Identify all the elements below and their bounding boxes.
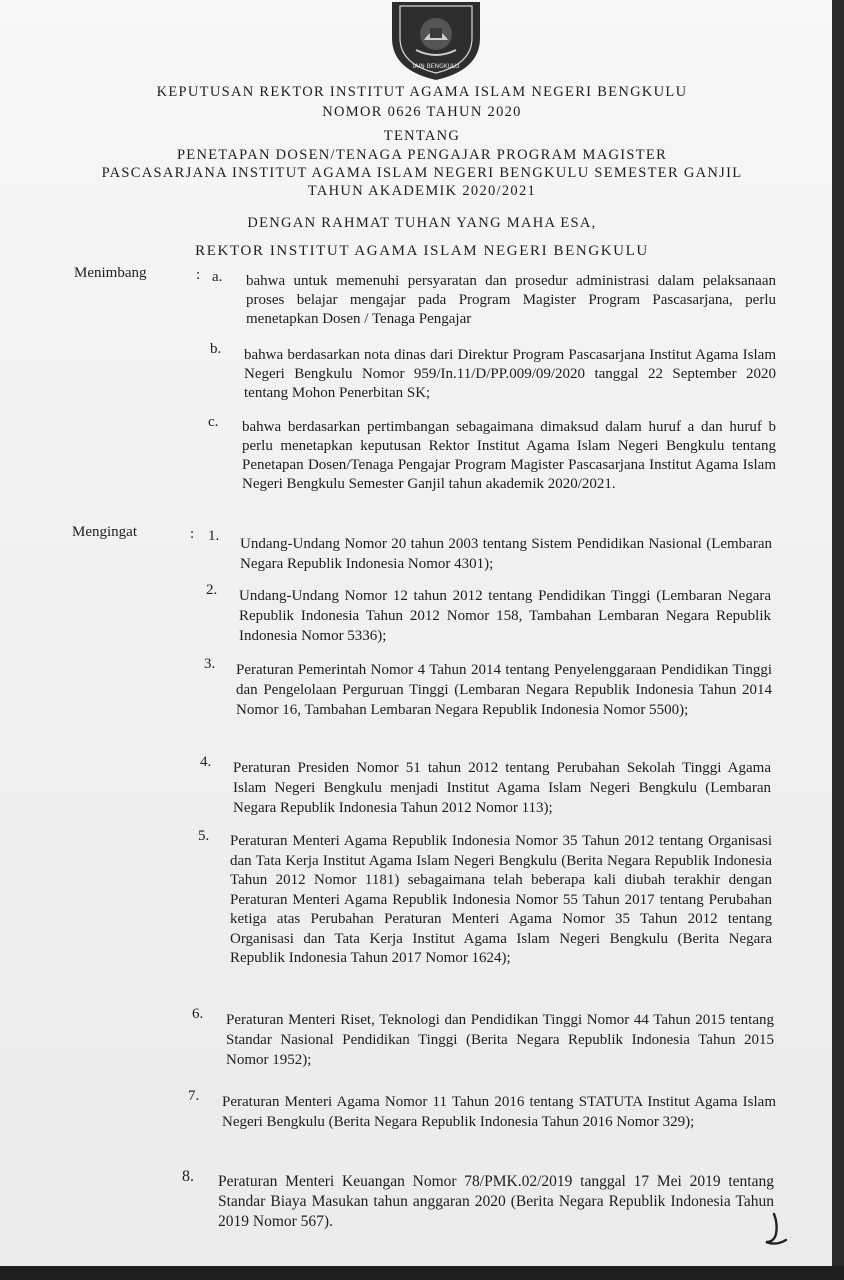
decree-subject-line2: PASCASARJANA INSTITUT AGAMA ISLAM NEGERI BENGKULU SEMESTER GANJIL <box>101 165 743 181</box>
menimbang-mark-c: c. <box>208 414 219 430</box>
rector-line: REKTOR INSTITUT AGAMA ISLAM NEGERI BENGKULU <box>195 243 649 259</box>
menimbang-mark-b: b. <box>210 341 222 357</box>
mengingat-item-3: Peraturan Pemerintah Nomor 4 Tahun 2014 tentang Penyelenggaraan Pendidikan Tinggi dan Pengelolaan Perguruan Tinggi (Lembaran Negara Republik Indonesia Tahun 2014 Nomor 16, Tambahan Lembaran Negara Republik Indonesia Nomor 5500); <box>236 662 772 718</box>
decree-subject-line3: TAHUN AKADEMIK 2020/2021 <box>307 183 537 199</box>
mengingat-mark-3: 3. <box>204 656 216 672</box>
menimbang-item-b: bahwa berdasarkan nota dinas dari Direktur Program Pascasarjana Institut Agama Islam Negeri Bengkulu Nomor 959/In.11/D/PP.009/09/2020 tanggal 22 September 2020 tentang Mohon Penerbitan SK; <box>244 347 776 401</box>
handwritten-initial-icon <box>762 1212 790 1248</box>
institution-seal-icon <box>386 0 486 80</box>
mengingat-item-5: Peraturan Menteri Agama Republik Indonesia Nomor 35 Tahun 2012 tentang Organisasi dan Tata Kerja Institut Agama Islam Negeri Bengkulu (Berita Negara Republik Indonesia Tahun 2012 Nomor 1181) sebagaimana telah beberapa kali diubah terakhir dengan Peraturan Menteri Agama Republik Indonesia Nomor 55 Tahun 2017 tentang Perubahan ketiga atas Perubahan Peraturan Menteri Agama Nomor 35 Tahun 2012 tentang Organisasi dan Tata Kerja Institut Agama Islam Negeri Bengkulu (Berita Negara Republik Indonesia Tahun 2017 Nomor 1624); <box>230 833 772 966</box>
decree-number: NOMOR 0626 TAHUN 2020 <box>322 104 522 120</box>
menimbang-item-c: bahwa berdasarkan pertimbangan sebagaimana dimaksud dalam huruf a dan huruf b perlu menetapkan keputusan Rektor Institut Agama Islam Negeri Bengkulu tentang Penetapan Dosen/Tenaga Pengajar Program Magister Pascasarjana Institut Agama Islam Negeri Bengkulu Semester Ganjil tahun akademik 2020/2021. <box>242 419 776 492</box>
decree-about: TENTANG <box>383 128 461 144</box>
mengingat-mark-4: 4. <box>200 754 212 770</box>
mengingat-item-4: Peraturan Presiden Nomor 51 tahun 2012 tentang Perubahan Sekolah Tinggi Agama Islam Negeri Bengkulu menjadi Institut Agama Islam Negeri Bengkulu (Lembaran Negara Republik Indonesia Tahun 2012 Nomor 113); <box>233 760 771 816</box>
menimbang-item-a: bahwa untuk memenuhi persyaratan dan prosedur administrasi dalam pelaksanaan proses belajar mengajar pada Program Magister Program Pascasarjana, perlu menetapkan Dosen / Tenaga Pengajar <box>246 273 776 327</box>
mengingat-item-6: Peraturan Menteri Riset, Teknologi dan Pendidikan Tinggi Nomor 44 Tahun 2015 tentang Standar Nasional Pendidikan Tinggi (Berita Negara Republik Indonesia Tahun 2015 Nomor 1952); <box>226 1012 774 1068</box>
mengingat-mark-2: 2. <box>206 582 218 598</box>
seal-ring-text: IAIN BENGKULU <box>412 63 460 70</box>
mengingat-mark-1: 1. <box>208 528 220 544</box>
mengingat-item-1: Undang-Undang Nomor 20 tahun 2003 tentang Sistem Pendidikan Nasional (Lembaran Negara Republik Indonesia Nomor 4301); <box>240 536 772 572</box>
mengingat-mark-7: 7. <box>188 1088 200 1104</box>
menimbang-mark-a: a. <box>212 269 223 285</box>
mengingat-mark-6: 6. <box>192 1006 204 1022</box>
mengingat-mark-5: 5. <box>198 828 210 844</box>
page-bottom-edge <box>0 1266 844 1280</box>
mengingat-label: Mengingat <box>72 524 137 540</box>
menimbang-label: Menimbang <box>74 265 147 281</box>
mengingat-item-2: Undang-Undang Nomor 12 tahun 2012 tentang Pendidikan Tinggi (Lembaran Negara Republik Indonesia Tahun 2012 Nomor 158, Tambahan Lembaran Negara Republik Indonesia Nomor 5336); <box>239 588 771 644</box>
mengingat-colon: : <box>190 526 195 542</box>
mengingat-item-7: Peraturan Menteri Agama Nomor 11 Tahun 2016 tentang STATUTA Institut Agama Islam Negeri Bengkulu (Berita Negara Republik Indonesia Tahun 2016 Nomor 329); <box>222 1094 776 1130</box>
mengingat-item-8: Peraturan Menteri Keuangan Nomor 78/PMK.02/2019 tanggal 17 Mei 2019 tentang Standar Biaya Masukan tahun anggaran 2020 (Berita Negara Republik Indonesia Tahun 2019 Nomor 567). <box>218 1173 774 1230</box>
mengingat-mark-8: 8. <box>182 1168 194 1185</box>
menimbang-colon: : <box>196 267 201 283</box>
decree-title: KEPUTUSAN REKTOR INSTITUT AGAMA ISLAM NEGERI BENGKULU <box>156 84 688 100</box>
decree-subject-line1: PENETAPAN DOSEN/TENAGA PENGAJAR PROGRAM MAGISTER <box>176 147 668 163</box>
invocation-line: DENGAN RAHMAT TUHAN YANG MAHA ESA, <box>247 215 597 231</box>
